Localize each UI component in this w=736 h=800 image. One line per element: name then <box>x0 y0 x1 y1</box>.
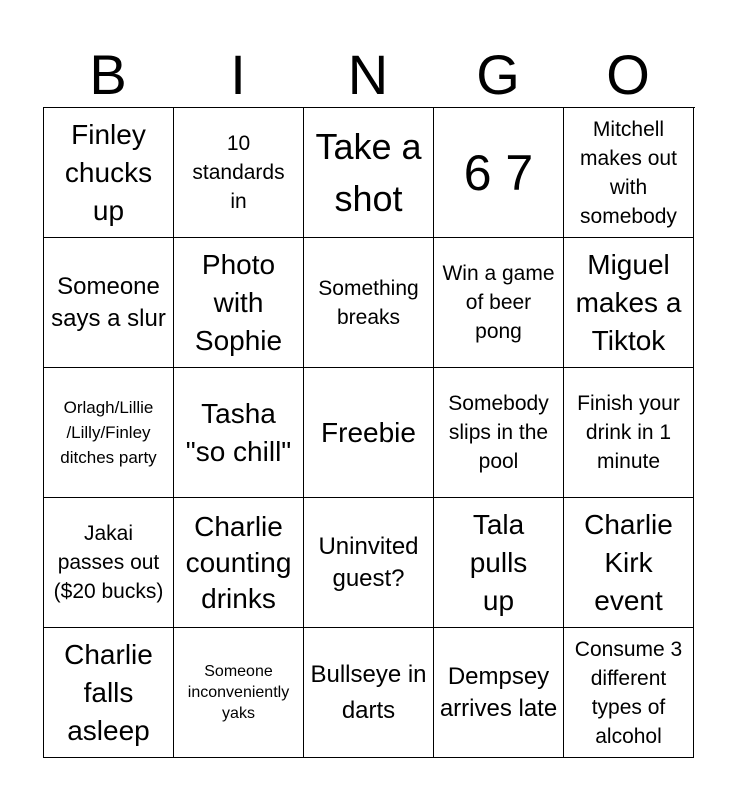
bingo-cell-text: Bullseye in darts <box>310 660 427 724</box>
bingo-cell-r3c4[interactable] <box>434 368 564 498</box>
bingo-cell-text: Orlagh/Lillie /Lilly/Finley ditches party <box>60 398 157 467</box>
header-letter-o: O <box>606 43 650 106</box>
header-letter-b: B <box>89 43 127 106</box>
bingo-cell-text: Charlie Kirk event <box>584 508 673 616</box>
bingo-cell-r4c1[interactable] <box>44 498 174 628</box>
header-letter-i: I <box>230 43 246 106</box>
bingo-cell-r1c5[interactable] <box>564 108 694 238</box>
bingo-cell-text: Win a game of beer pong <box>442 262 555 343</box>
bingo-cell-r3c3[interactable] <box>304 368 434 498</box>
bingo-cell-text: Charlie falls asleep <box>64 638 153 746</box>
bingo-cell-text: Miguel makes a Tiktok <box>575 248 682 356</box>
bingo-cell-text: Tala pulls up <box>469 508 528 616</box>
bingo-cell-text: Charlie counting drinks <box>185 510 292 614</box>
bingo-card-grid <box>43 107 695 758</box>
bingo-cell-text: 6 7 <box>463 144 534 201</box>
bingo-cell-r1c4[interactable] <box>434 108 564 238</box>
bingo-cell-r2c3[interactable] <box>304 238 434 368</box>
bingo-cell-r5c3[interactable] <box>304 628 434 758</box>
bingo-cell-text: Someone inconveniently yaks <box>187 663 290 722</box>
bingo-cell-text: Mitchell makes out with somebody <box>580 117 677 228</box>
bingo-cell-text: Uninvited guest? <box>318 532 419 592</box>
bingo-cell-text: Jakai passes out ($20 bucks) <box>53 522 164 603</box>
bingo-cell-r2c4[interactable] <box>434 238 564 368</box>
bingo-cell-r5c4[interactable] <box>434 628 564 758</box>
bingo-cell-text: Photo with Sophie <box>194 248 283 356</box>
bingo-cell-r3c1[interactable] <box>44 368 174 498</box>
bingo-cell-r4c5[interactable] <box>564 498 694 628</box>
bingo-cell-r4c4[interactable] <box>434 498 564 628</box>
bingo-cell-text: Finley chucks up <box>64 118 153 226</box>
header-letter-g: G <box>476 43 520 106</box>
bingo-cell-text: Finish your drink in 1 minute <box>577 392 680 473</box>
bingo-cell-text: 10 standards in <box>192 132 285 213</box>
bingo-cell-r1c2[interactable] <box>174 108 304 238</box>
bingo-cell-r5c2[interactable] <box>174 628 304 758</box>
bingo-cell-r5c1[interactable] <box>44 628 174 758</box>
bingo-cell-r2c2[interactable] <box>174 238 304 368</box>
bingo-cell-r2c5[interactable] <box>564 238 694 368</box>
bingo-cell-text: Something breaks <box>318 276 419 329</box>
bingo-cell-r5c5[interactable] <box>564 628 694 758</box>
bingo-cell-text: Take a shot <box>315 125 422 219</box>
bingo-cell-r3c5[interactable] <box>564 368 694 498</box>
bingo-cell-text: Somebody slips in the pool <box>448 392 549 473</box>
bingo-cell-r4c2[interactable] <box>174 498 304 628</box>
header-letter-n: N <box>347 43 389 106</box>
bingo-cell-text: Tasha "so chill" <box>185 397 292 467</box>
bingo-cell-r1c1[interactable] <box>44 108 174 238</box>
bingo-header <box>43 44 693 106</box>
bingo-cell-text: Freebie <box>321 416 416 448</box>
bingo-cell-r1c3[interactable] <box>304 108 434 238</box>
bingo-cell-text: Dempsey arrives late <box>439 662 558 722</box>
bingo-cell-text: Consume 3 different types of alcohol <box>574 637 683 748</box>
bingo-cell-r2c1[interactable] <box>44 238 174 368</box>
bingo-cell-r4c3[interactable] <box>304 498 434 628</box>
bingo-cell-text: Someone says a slur <box>51 272 166 332</box>
bingo-cell-r3c2[interactable] <box>174 368 304 498</box>
